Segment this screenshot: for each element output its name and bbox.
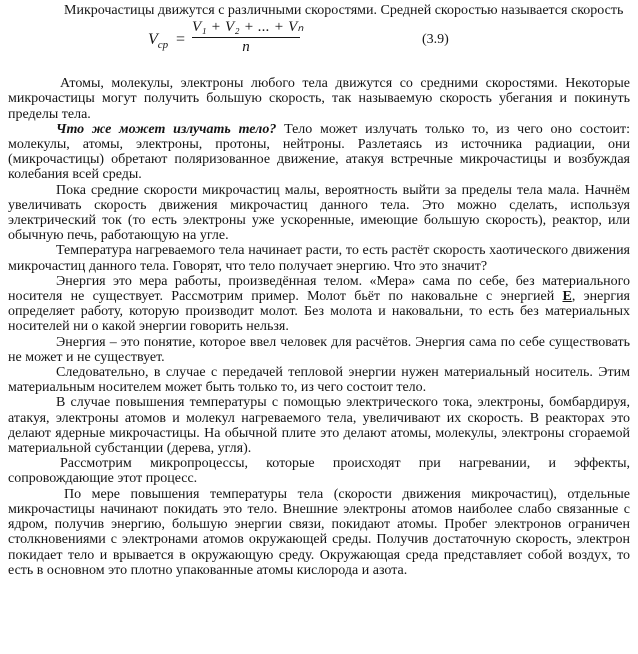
average-velocity-formula	[8, 20, 630, 72]
paragraph-microprocesses: Рассмотрим микропроцессы, которые происходят при нагревании, и эффекты, сопровождающие этот процесс.	[8, 456, 630, 487]
paragraph-question-body: Тело может излучать только то, из чего оно состоит: молекулы, атомы, электроны, протоны, нейтроны. Разлетаясь из источника радиации, они (микрочастицы) обретают поляризованное движение, атакуя встречные микрочастицы и возбуждая колебания всей среды.	[8, 121, 630, 183]
energy-symbol: Е	[562, 289, 572, 305]
paragraph-energy-concept: Энергия – это понятие, которое ввел человек для расчётов. Энергия сама по себе существовать не может и не существует.	[8, 334, 630, 365]
formula-equals: =	[176, 31, 186, 49]
intro-paragraph: Микрочастицы движутся с различными скоростями. Средней скоростью называется скорость	[64, 3, 624, 18]
formula-fraction	[192, 19, 304, 56]
paragraph-question	[8, 122, 630, 183]
paragraph-energy-measure	[8, 274, 630, 335]
paragraph-electron-escape: По мере повышения температуры тела (скорости движения микрочастиц), отдельные микрочастицы начинают покидать это тело. Внешние электроны атомов наиболее слабо связанные с ядром, получив энергию, большую энергии связи, покидают атомы. Пробег электронов ограничен столкновениями с электронами атомов окружающей среды. Получив достаточную скорость, электрон покидает тело и врывается в окружающую среду. Окружающая среда представляет собой воздух, то есть в основном это плотно упакованные атомы кислорода и азота.	[8, 486, 630, 578]
paragraph-atoms: Атомы, молекулы, электроны любого тела движутся со средними скоростями. Некоторые микрочастицы могут получить большую скорость, так называемую скорость убегания и покинуть пределы тела.	[8, 76, 630, 122]
paragraph-temperature: Температура нагреваемого тела начинает расти, то есть растёт скорость хаотического движения микрочастиц данного тела. Говорят, что тело получает энергию. Что это значит?	[8, 243, 630, 274]
paragraph-energy-measure-end: , энергия определяет работу, которую производит молот. Без молота и наковальни, то есть без материальных носителей ни о какой энергии говорить нельзя.	[8, 289, 630, 335]
document-page	[8, 3, 630, 578]
formula-denominator: n	[242, 39, 250, 56]
formula-numerator: V₁ + V₂ + ... + Vₙ	[192, 20, 300, 38]
formula-lhs: $V_{ср}$	[148, 31, 169, 52]
paragraph-material-carrier: Следовательно, в случае с передачей тепловой энергии нужен материальный носитель. Этим материальным носителем может быть только то, из чего состоит тело.	[8, 365, 630, 396]
formula-number: (3.9)	[422, 32, 449, 48]
question-heading: Что же может излучать тело?	[56, 121, 277, 137]
paragraph-energy-measure-start: Энергия это мера работы, произведённая телом. «Мера» сама по себе, без материального носителя не существует. Рассмотрим пример. Молот бьёт по наковальне с энергией	[8, 273, 630, 305]
paragraph-electric-heating: В случае повышения температуры с помощью электрического тока, электроны, бомбардируя, атакуя, электроны атомов и молекул нагреваемого тела, увеличивают их скорость. В реакторах это делают ядерные микрочастицы. На обычной плите это делают атомы, молекулы, электроны сгораемой материальной субстанции (дерева, угля).	[8, 395, 630, 457]
paragraph-average-speeds: Пока средние скорости микрочастиц малы, вероятность выйти за пределы тела мала. Начнём увеличивать скорость движения микрочастиц данного тела. Это можно сделать, используя электрический ток (то есть электроны уже ускоренные, имеющие большую скорость), реактор, или обычную печь, работающую на угле.	[8, 182, 630, 244]
